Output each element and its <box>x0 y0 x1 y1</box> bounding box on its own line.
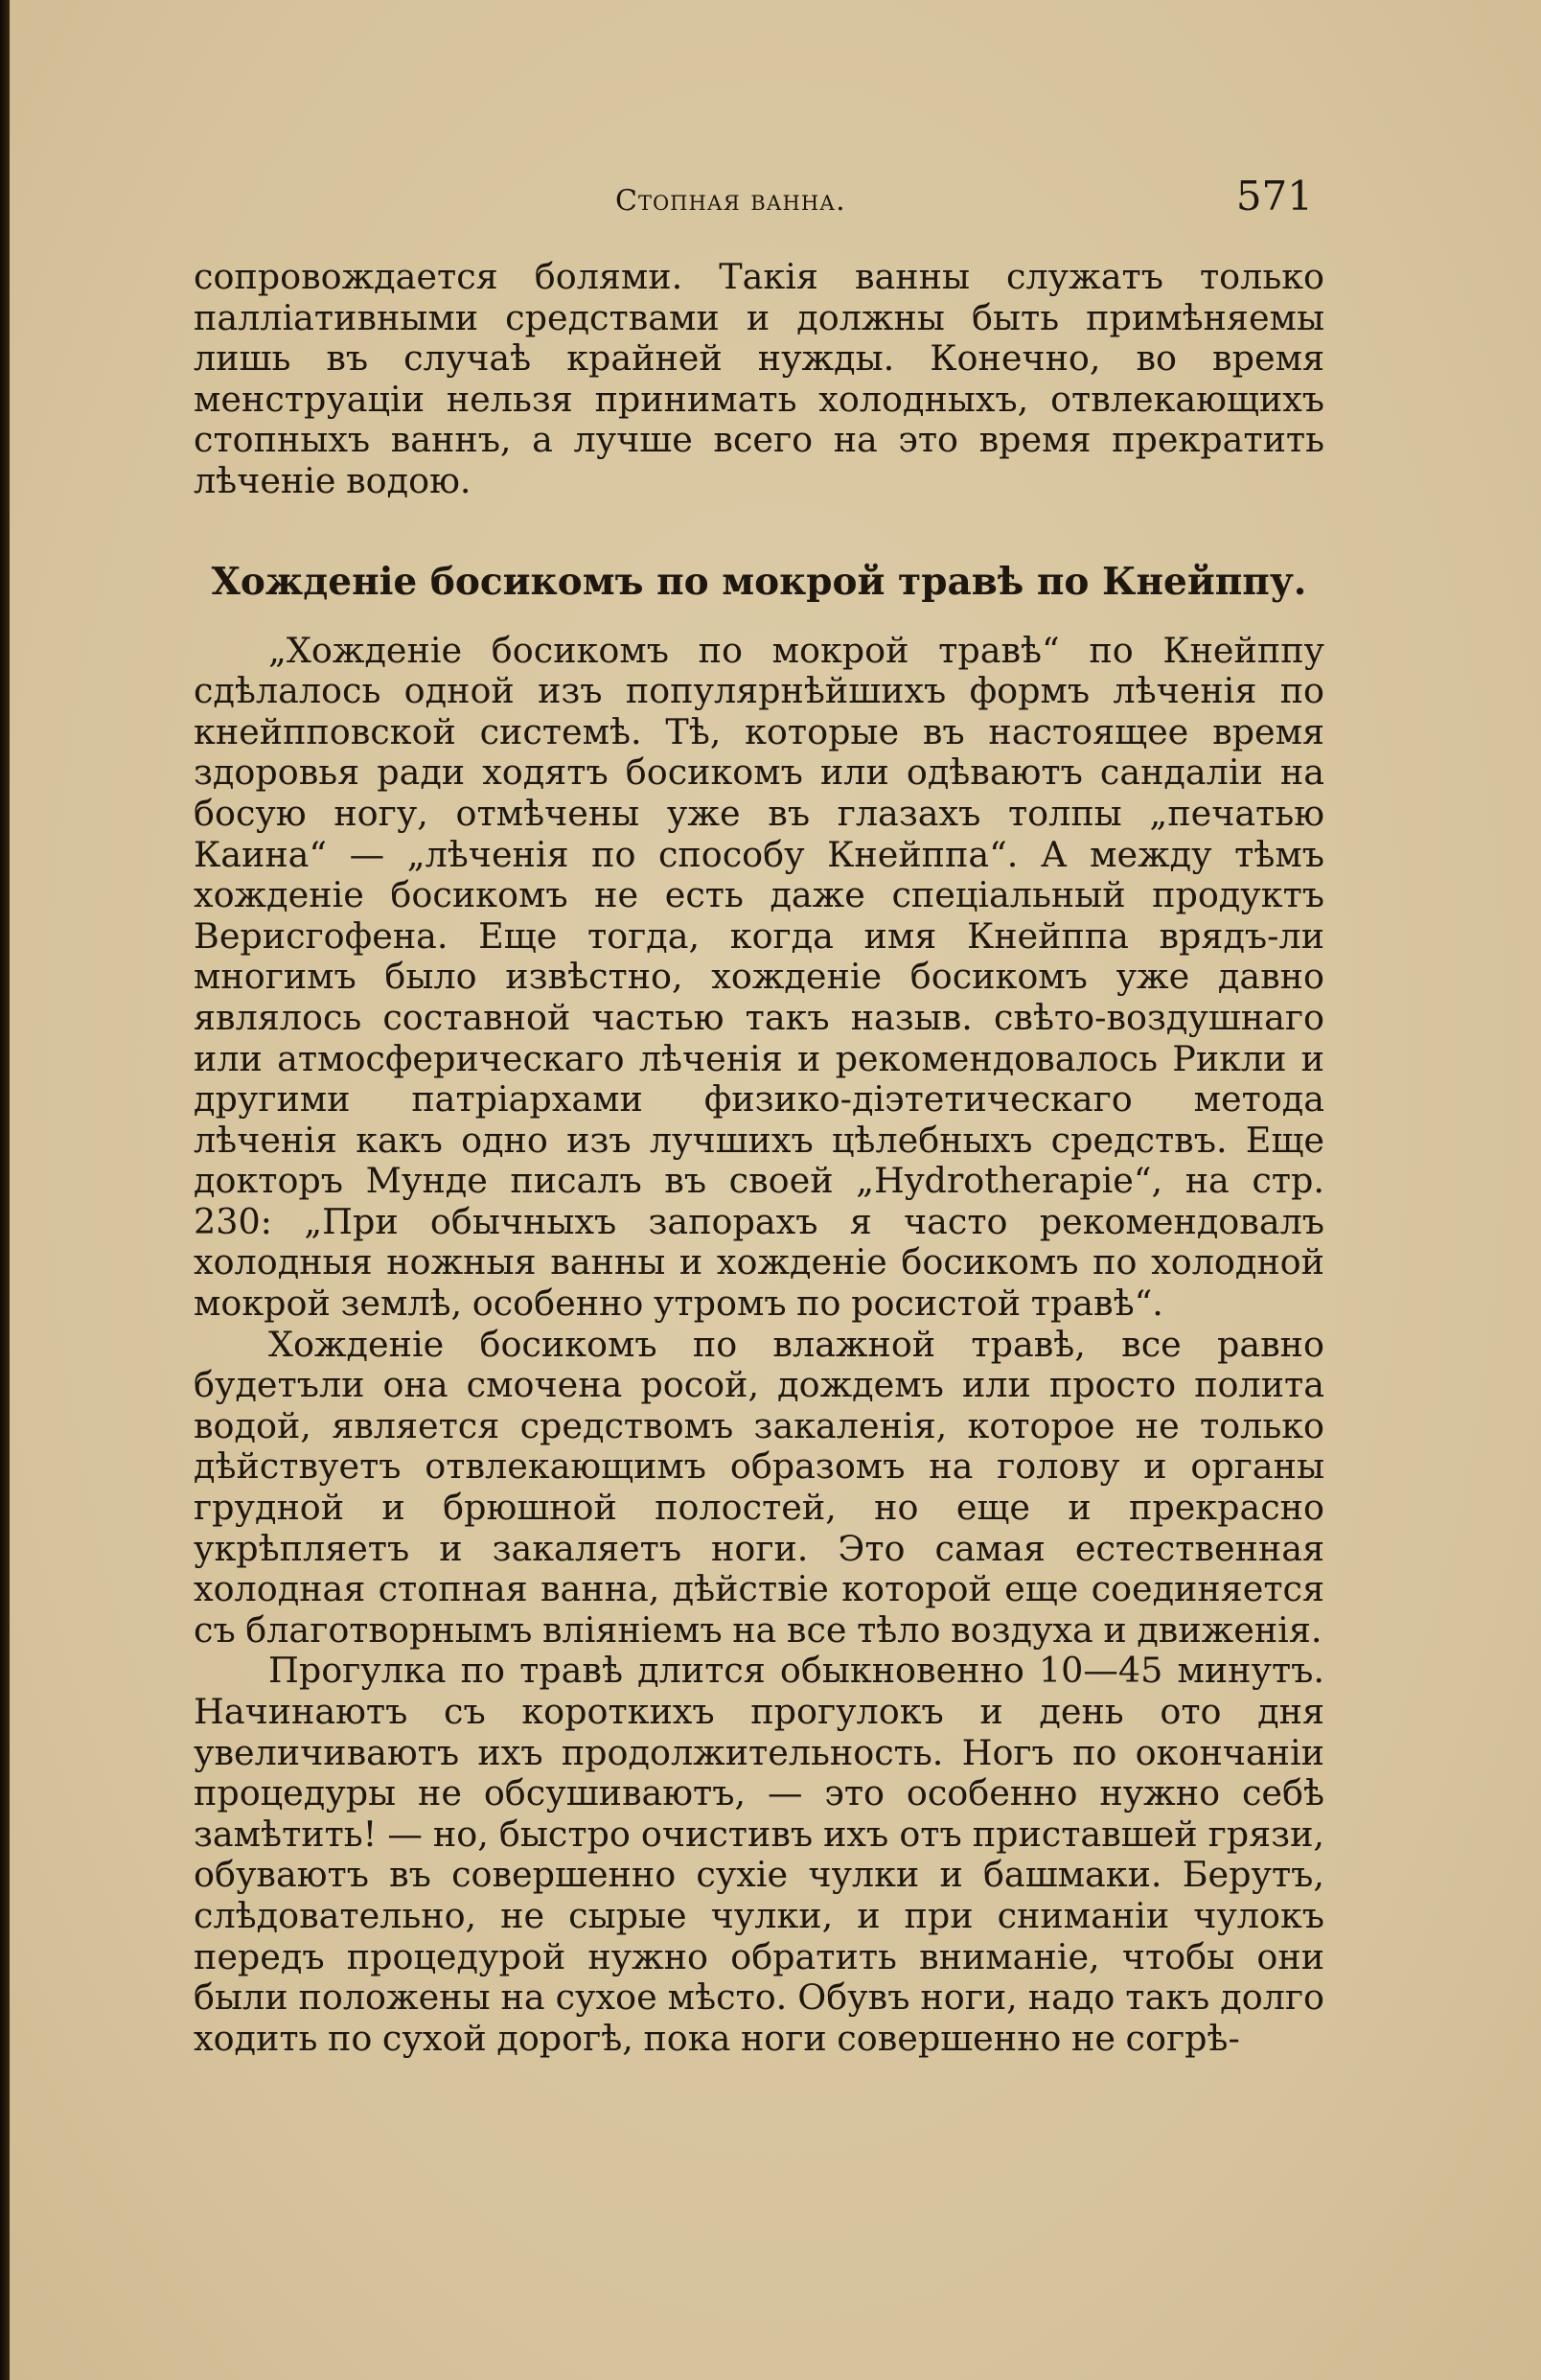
running-head: Стопная ванна. <box>615 184 846 218</box>
page-number: 571 <box>1235 173 1313 220</box>
text-block <box>194 173 1324 2059</box>
paragraph-walk-duration: Прогулка по травѣ длится обыкновенно 10—45 минутъ. Начинаютъ съ короткихъ прогулокъ и день ото дня увеличиваютъ ихъ продолжительность. Ногъ по окончаніи процедуры не обсушиваютъ, — это особенно нужно себѣ замѣтить! — но, быстро очистивъ ихъ отъ приставшей грязи, обуваютъ въ совершенно сухіе чулки и башмаки. Берутъ, слѣдовательно, не сырые чулки, и при сниманіи чулокъ передъ процедурой нужно обратить вниманіе, чтобы они были положены на сухое мѣсто. Обувъ ноги, надо такъ долго ходить по сухой дорогѣ, пока ноги совершенно не согрѣ- <box>194 1650 1324 2059</box>
page-header <box>194 173 1324 249</box>
book-spine-edge <box>0 0 10 2380</box>
paragraph-continuation: сопровождается болями. Такія ванны служатъ только паллiативными средствами и должны быть примѣняемы лишь въ случаѣ крайней нужды. Конечно, во время менструацiи нельзя принимать холодныхъ, отвлекающихъ стопныхъ ваннъ, а лучше всего на это время прекратить лѣченіе водою. <box>194 256 1324 501</box>
section-heading: Хожденіе босикомъ по мокрой травѣ по Кнейппу. <box>211 559 1307 604</box>
paragraph-kneipp-intro: „Хожденіе босикомъ по мокрой травѣ“ по Кнейппу сдѣлалось одной изъ популярнѣйшихъ формъ лѣченія по кнейпповской системѣ. Тѣ, которые въ настоящее время здоровья ради ходятъ босикомъ или одѣваютъ сандаліи на босую ногу, отмѣчены уже въ глазахъ толпы „печатью Каина“ — „лѣченія по способу Кнейппа“. А между тѣмъ хожденіе босикомъ не есть даже спеціальный продуктъ Верисгофена. Еще тогда, когда имя Кнейппа врядъ-ли многимъ было извѣстно, хожденіе босикомъ уже давно являлось составной частью такъ назыв. свѣто-воздушнаго или атмосферическаго лѣченія и рекомендовалось Рикли и другими патріархами физико-діэтетическаго метода лѣченія какъ одно изъ лучшихъ цѣлебныхъ средствъ. Еще докторъ Мунде писалъ въ своей „Hydrotherapie“, на стр. 230: „При обычныхъ запорахъ я часто рекомендовалъ холодныя ножныя ванны и хожденіе босикомъ по холодной мокрой землѣ, особенно утромъ по росистой травѣ“. <box>194 629 1324 1325</box>
paragraph-wet-grass: Хожденіе босикомъ по влажной травѣ, все равно будетъли она смочена росой, дождемъ или просто полита водой, является средствомъ закаленія, которое не только дѣйствуетъ отвлекающимъ образомъ на голову и органы грудной и брюшной полостей, но еще и прекрасно укрѣпляетъ и закаляетъ ноги. Это самая естественная холодная стопная ванна, дѣйствіе которой еще соединяется съ благотворнымъ вліяніемъ на все тѣло воздуха и движенія. <box>194 1323 1324 1651</box>
book-page <box>10 0 1541 2380</box>
